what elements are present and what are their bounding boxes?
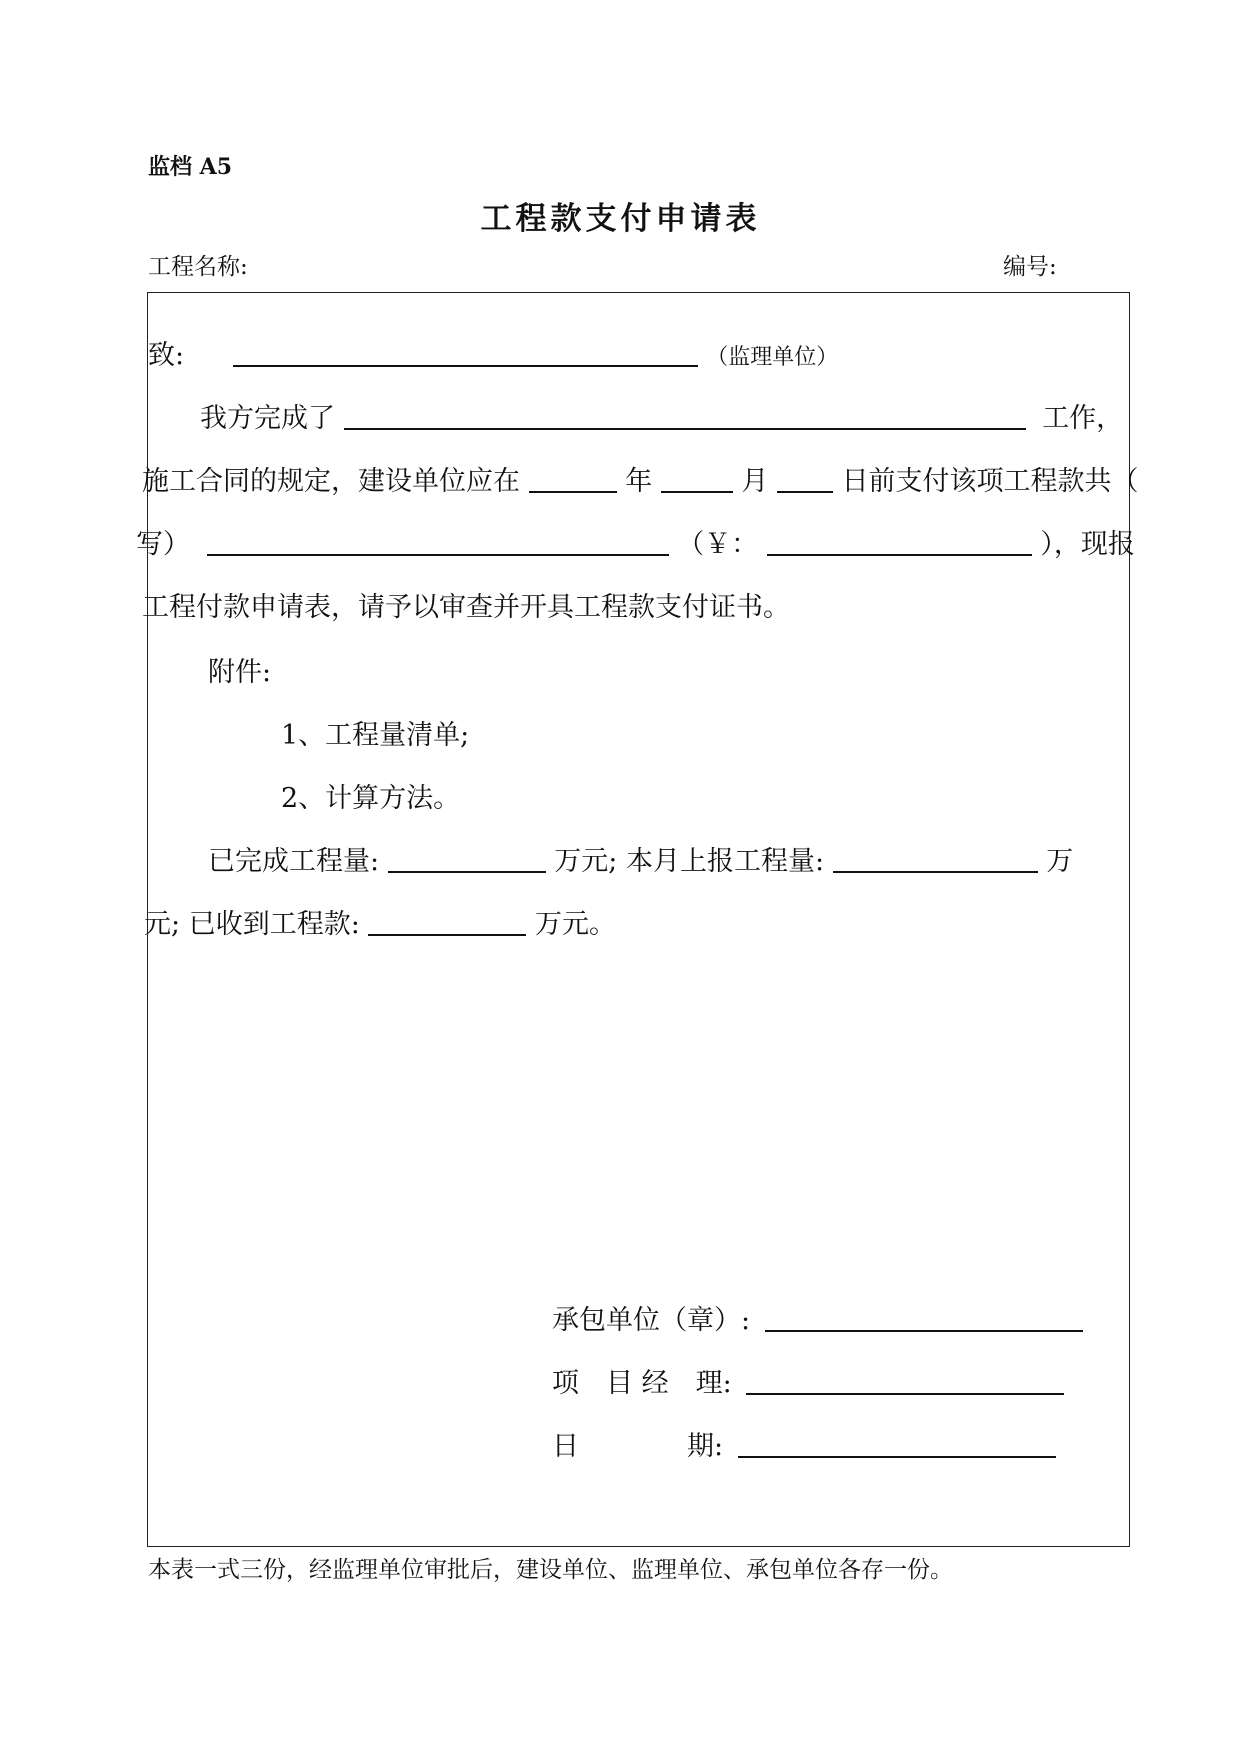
contractor-sign-line <box>552 1298 1083 1337</box>
date-field[interactable] <box>738 1432 1056 1458</box>
paragraph-line-4: 工程付款申请表，请予以审查并开具工程款支付证书。 <box>142 592 790 623</box>
paragraph-line-3 <box>136 522 1135 561</box>
this-month-unit-cont: 元; <box>144 909 181 940</box>
month-field[interactable] <box>661 467 733 493</box>
quantity-line-1 <box>208 839 1073 878</box>
document-code: 监档 A5 <box>148 154 233 180</box>
footer-note: 本表一式三份，经监理单位审批后，建设单位、监理单位、承包单位各存一份。 <box>148 1557 953 1583</box>
supervisor-unit-field[interactable] <box>233 341 698 367</box>
date-sign-line <box>552 1424 1056 1463</box>
completed-work-field[interactable] <box>344 404 1026 430</box>
day-field[interactable] <box>777 467 833 493</box>
page-title: 工程款支付申请表 <box>480 201 761 237</box>
payment-due-text: 日前支付该项工程款共（ <box>841 466 1139 497</box>
completed-quantity-unit: 万元; <box>554 846 618 877</box>
to-label: 致: <box>148 340 185 371</box>
project-manager-label: 项 目 经 理: <box>552 1368 732 1399</box>
project-name-label: 工程名称: <box>148 254 248 280</box>
report-text: ），现报 <box>1040 529 1135 560</box>
quantity-line-2 <box>144 902 616 941</box>
supervisor-unit-note: （监理单位） <box>706 345 839 370</box>
received-field[interactable] <box>368 910 526 936</box>
completed-work-label: 我方完成了 <box>200 403 335 434</box>
year-field[interactable] <box>529 467 617 493</box>
date-label: 日 期: <box>552 1431 724 1462</box>
paragraph-line-2 <box>142 459 1139 498</box>
received-unit: 万元。 <box>535 909 616 940</box>
this-month-field[interactable] <box>833 847 1038 873</box>
contractor-field[interactable] <box>765 1306 1083 1332</box>
year-label: 年 <box>625 466 653 497</box>
this-month-label: 本月上报工程量: <box>626 846 825 877</box>
contract-text: 施工合同的规定，建设单位应在 <box>142 466 520 497</box>
project-manager-field[interactable] <box>746 1369 1064 1395</box>
contractor-label: 承包单位（章）: <box>552 1305 751 1336</box>
form-box <box>136 292 1139 1547</box>
amount-words-field[interactable] <box>207 530 669 556</box>
number-label: 编号: <box>1003 254 1057 280</box>
received-label: 已收到工程款: <box>188 909 360 940</box>
write-label: 写） <box>136 529 190 560</box>
month-label: 月 <box>741 466 769 497</box>
completed-quantity-field[interactable] <box>388 847 546 873</box>
pm-sign-line <box>552 1361 1064 1400</box>
attachment-item-1: 1、工程量清单; <box>281 720 470 751</box>
completed-quantity-label: 已完成工程量: <box>208 846 380 877</box>
yuan-symbol-label: （￥： <box>677 529 759 560</box>
attachment-item-2: 2、计算方法。 <box>281 783 461 814</box>
attachments-label: 附件: <box>208 657 272 688</box>
paragraph-line-1 <box>200 396 1123 435</box>
this-month-unit: 万 <box>1046 846 1074 877</box>
to-line <box>148 333 838 372</box>
amount-number-field[interactable] <box>767 530 1032 556</box>
work-label: 工作， <box>1042 403 1124 434</box>
